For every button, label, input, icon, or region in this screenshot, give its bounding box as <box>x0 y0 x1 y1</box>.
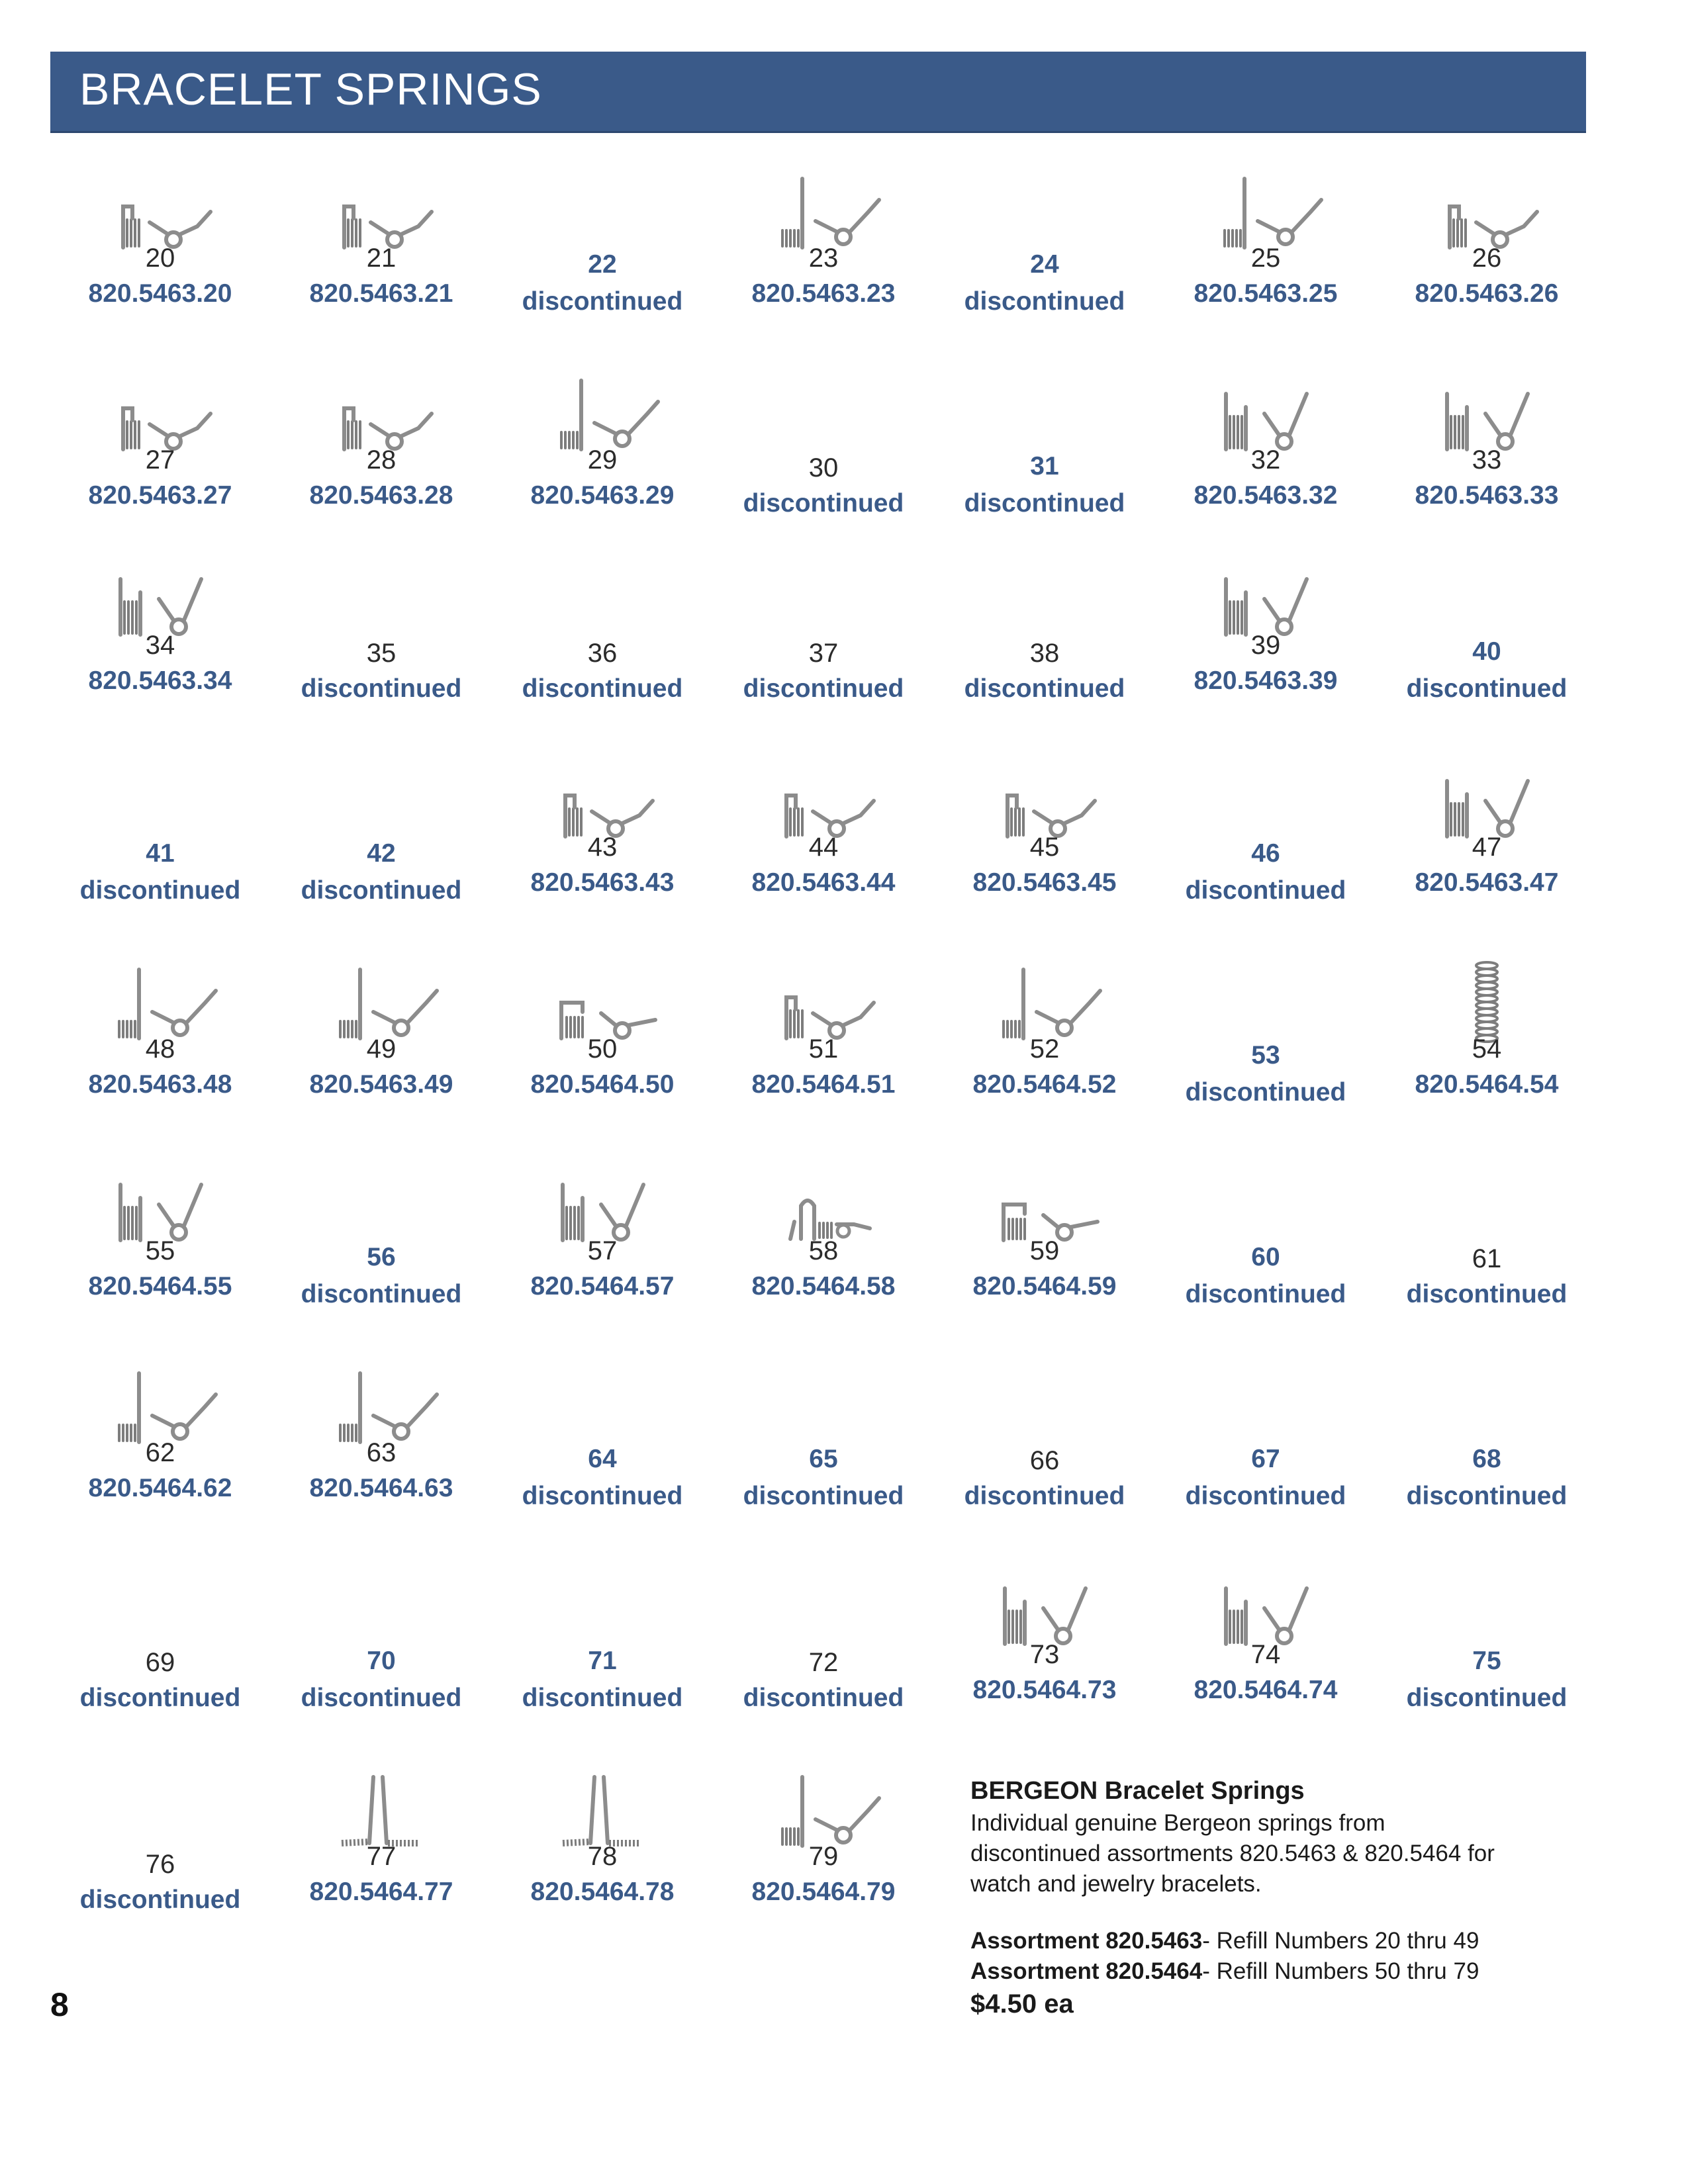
product-item <box>724 956 923 1155</box>
discontinued-label: discontinued <box>1406 1280 1568 1308</box>
refill-number: 71 <box>588 1647 617 1675</box>
discontinued-item <box>1387 553 1586 751</box>
part-number: 820.5464.78 <box>530 1878 675 1906</box>
discontinued-label: discontinued <box>1406 674 1568 703</box>
refill-number: 39 <box>1250 631 1281 660</box>
discontinued-item <box>1387 1158 1586 1357</box>
part-number: 820.5464.57 <box>530 1272 675 1300</box>
discontinued-item <box>945 1360 1144 1559</box>
discontinued-label: discontinued <box>79 1684 241 1712</box>
discontinued-label: discontinued <box>743 489 904 518</box>
refill-number: 76 <box>145 1850 175 1879</box>
assortment-name: Assortment 820.5464 <box>970 1958 1203 1984</box>
refill-number: 50 <box>587 1034 618 1064</box>
discontinued-item <box>61 754 259 953</box>
part-number: 820.5463.45 <box>972 868 1117 897</box>
refill-number: 44 <box>808 833 839 862</box>
part-number: 820.5464.59 <box>972 1272 1117 1300</box>
refill-number: 59 <box>1029 1236 1060 1265</box>
refill-number: 66 <box>1029 1446 1060 1475</box>
refill-number: 74 <box>1250 1640 1281 1669</box>
discontinued-label: discontinued <box>1185 1482 1346 1510</box>
refill-number: 52 <box>1029 1034 1060 1064</box>
refill-number: 60 <box>1251 1243 1280 1271</box>
discontinued-item <box>724 367 923 566</box>
discontinued-item <box>503 165 702 364</box>
refill-number: 31 <box>1030 452 1059 480</box>
discontinued-item <box>503 1562 702 1760</box>
discontinued-item <box>1166 1158 1365 1357</box>
refill-number: 61 <box>1472 1244 1502 1273</box>
discontinued-label: discontinued <box>301 876 462 905</box>
discontinued-label: discontinued <box>522 287 683 316</box>
discontinued-item <box>1166 1360 1365 1559</box>
part-number: 820.5464.52 <box>972 1070 1117 1099</box>
refill-number: 35 <box>366 639 397 668</box>
part-number: 820.5464.74 <box>1194 1676 1338 1704</box>
discontinued-item <box>945 367 1144 566</box>
discontinued-item <box>282 1562 481 1760</box>
refill-number: 28 <box>366 445 397 475</box>
part-number: 820.5464.77 <box>309 1878 453 1906</box>
product-item <box>724 1158 923 1357</box>
part-number: 820.5464.79 <box>751 1878 896 1906</box>
discontinued-item <box>945 165 1144 364</box>
price: $4.50 ea <box>970 1989 1074 2019</box>
part-number: 820.5463.25 <box>1194 279 1338 308</box>
part-number: 820.5463.20 <box>88 279 232 308</box>
product-item <box>503 754 702 953</box>
product-item <box>1166 367 1365 566</box>
product-item <box>503 956 702 1155</box>
refill-number: 58 <box>808 1236 839 1265</box>
page-number: 8 <box>50 1986 69 2023</box>
discontinued-item <box>1387 1360 1586 1559</box>
page-title: BRACELET SPRINGS <box>79 64 542 114</box>
page-header-banner <box>50 52 1586 133</box>
discontinued-item <box>282 553 481 751</box>
part-number: 820.5463.47 <box>1415 868 1559 897</box>
part-number: 820.5463.33 <box>1415 481 1559 510</box>
refill-number: 21 <box>366 244 397 273</box>
part-number: 820.5463.43 <box>530 868 675 897</box>
refill-number: 38 <box>1029 639 1060 668</box>
refill-number: 24 <box>1030 250 1059 279</box>
refill-number: 33 <box>1472 445 1502 475</box>
product-item <box>61 553 259 751</box>
refill-number: 26 <box>1472 244 1502 273</box>
info-description: Individual genuine Bergeon springs from discontinued assortments 820.5463 & 820.5464 for watch and jewelry bracelets. <box>970 1810 1495 1897</box>
part-number: 820.5463.48 <box>88 1070 232 1099</box>
refill-number: 65 <box>809 1445 838 1473</box>
assortment-range: - Refill Numbers 50 thru 79 <box>1202 1958 1479 1984</box>
product-item <box>282 956 481 1155</box>
discontinued-label: discontinued <box>1406 1482 1568 1510</box>
discontinued-label: discontinued <box>964 489 1125 518</box>
discontinued-item <box>945 553 1144 751</box>
part-number: 820.5463.21 <box>309 279 453 308</box>
refill-number: 57 <box>587 1236 618 1265</box>
refill-number: 51 <box>808 1034 839 1064</box>
product-item <box>1387 367 1586 566</box>
refill-number: 34 <box>145 631 175 660</box>
discontinued-item <box>61 1562 259 1760</box>
product-item <box>945 754 1144 953</box>
discontinued-label: discontinued <box>522 1482 683 1510</box>
discontinued-label: discontinued <box>522 674 683 703</box>
product-item <box>1166 1562 1365 1760</box>
part-number: 820.5464.54 <box>1415 1070 1559 1099</box>
discontinued-item <box>282 1158 481 1357</box>
part-number: 820.5463.44 <box>751 868 896 897</box>
discontinued-item <box>724 553 923 751</box>
part-number: 820.5464.50 <box>530 1070 675 1099</box>
part-number: 820.5463.26 <box>1415 279 1559 308</box>
refill-number: 75 <box>1472 1647 1501 1675</box>
product-item <box>61 367 259 566</box>
refill-number: 25 <box>1250 244 1281 273</box>
refill-number: 42 <box>367 839 396 868</box>
assortment-line <box>970 1956 1566 1987</box>
discontinued-item <box>282 754 481 953</box>
product-item <box>503 1158 702 1357</box>
discontinued-item <box>61 1764 259 1962</box>
product-item <box>282 1764 481 1962</box>
refill-number: 40 <box>1472 637 1501 666</box>
discontinued-label: discontinued <box>743 1482 904 1510</box>
refill-number: 43 <box>587 833 618 862</box>
discontinued-label: discontinued <box>1185 1280 1346 1308</box>
assortment-name: Assortment 820.5463 <box>970 1928 1203 1954</box>
product-item <box>1166 553 1365 751</box>
discontinued-label: discontinued <box>964 287 1125 316</box>
refill-number: 45 <box>1029 833 1060 862</box>
product-item <box>282 165 481 364</box>
refill-number: 47 <box>1472 833 1502 862</box>
part-number: 820.5463.49 <box>309 1070 453 1099</box>
discontinued-label: discontinued <box>964 674 1125 703</box>
discontinued-label: discontinued <box>1185 876 1346 905</box>
part-number: 820.5464.55 <box>88 1272 232 1300</box>
refill-number: 29 <box>587 445 618 475</box>
product-item <box>945 956 1144 1155</box>
assortment-line <box>970 1926 1566 1956</box>
info-title: BERGEON Bracelet Springs <box>970 1777 1305 1805</box>
refill-number: 20 <box>145 244 175 273</box>
refill-number: 22 <box>588 250 617 279</box>
product-item <box>724 165 923 364</box>
refill-number: 79 <box>808 1842 839 1871</box>
refill-number: 67 <box>1251 1445 1280 1473</box>
refill-number: 69 <box>145 1648 175 1677</box>
refill-number: 62 <box>145 1438 175 1467</box>
refill-number: 37 <box>808 639 839 668</box>
discontinued-label: discontinued <box>522 1684 683 1712</box>
discontinued-label: discontinued <box>79 1886 241 1914</box>
discontinued-label: discontinued <box>301 674 462 703</box>
product-item <box>503 367 702 566</box>
refill-number: 63 <box>366 1438 397 1467</box>
refill-number: 78 <box>587 1842 618 1871</box>
discontinued-item <box>503 553 702 751</box>
discontinued-label: discontinued <box>1406 1684 1568 1712</box>
refill-number: 72 <box>808 1648 839 1677</box>
part-number: 820.5464.63 <box>309 1474 453 1502</box>
part-number: 820.5464.58 <box>751 1272 896 1300</box>
product-item <box>724 754 923 953</box>
product-item <box>724 1764 923 1962</box>
refill-number: 68 <box>1472 1445 1501 1473</box>
refill-number: 36 <box>587 639 618 668</box>
refill-number: 54 <box>1472 1034 1502 1064</box>
product-item <box>1166 165 1365 364</box>
refill-number: 73 <box>1029 1640 1060 1669</box>
product-item <box>1387 165 1586 364</box>
part-number: 820.5463.23 <box>751 279 896 308</box>
product-item <box>1387 754 1586 953</box>
part-number: 820.5463.32 <box>1194 481 1338 510</box>
discontinued-label: discontinued <box>964 1482 1125 1510</box>
refill-number: 27 <box>145 445 175 475</box>
product-item <box>61 165 259 364</box>
refill-number: 46 <box>1251 839 1280 868</box>
part-number: 820.5464.62 <box>88 1474 232 1502</box>
product-item <box>61 956 259 1155</box>
part-number: 820.5464.73 <box>972 1676 1117 1704</box>
discontinued-label: discontinued <box>743 674 904 703</box>
part-number: 820.5464.51 <box>751 1070 896 1099</box>
discontinued-label: discontinued <box>301 1280 462 1308</box>
product-item <box>1387 956 1586 1155</box>
product-item <box>945 1158 1144 1357</box>
part-number: 820.5463.34 <box>88 666 232 695</box>
discontinued-item <box>724 1562 923 1760</box>
product-item <box>945 1562 1144 1760</box>
refill-number: 77 <box>366 1842 397 1871</box>
discontinued-label: discontinued <box>79 876 241 905</box>
discontinued-item <box>503 1360 702 1559</box>
product-info <box>970 1777 1566 2019</box>
part-number: 820.5463.28 <box>309 481 453 510</box>
product-item <box>503 1764 702 1962</box>
refill-number: 56 <box>367 1243 396 1271</box>
assortment-range: - Refill Numbers 20 thru 49 <box>1202 1928 1479 1954</box>
refill-number: 41 <box>146 839 175 868</box>
refill-number: 32 <box>1250 445 1281 475</box>
product-item <box>61 1158 259 1357</box>
product-item <box>282 1360 481 1559</box>
discontinued-label: discontinued <box>301 1684 462 1712</box>
refill-number: 23 <box>808 244 839 273</box>
refill-number: 49 <box>366 1034 397 1064</box>
discontinued-item <box>1387 1562 1586 1760</box>
refill-number: 70 <box>367 1647 396 1675</box>
discontinued-item <box>724 1360 923 1559</box>
part-number: 820.5463.29 <box>530 481 675 510</box>
discontinued-item <box>1166 754 1365 953</box>
product-item <box>61 1360 259 1559</box>
discontinued-item <box>1166 956 1365 1155</box>
discontinued-label: discontinued <box>1185 1078 1346 1107</box>
refill-number: 64 <box>588 1445 617 1473</box>
refill-number: 53 <box>1251 1041 1280 1069</box>
refill-number: 30 <box>808 453 839 482</box>
refill-number: 55 <box>145 1236 175 1265</box>
part-number: 820.5463.27 <box>88 481 232 510</box>
discontinued-label: discontinued <box>743 1684 904 1712</box>
part-number: 820.5463.39 <box>1194 666 1338 695</box>
product-item <box>282 367 481 566</box>
refill-number: 48 <box>145 1034 175 1064</box>
